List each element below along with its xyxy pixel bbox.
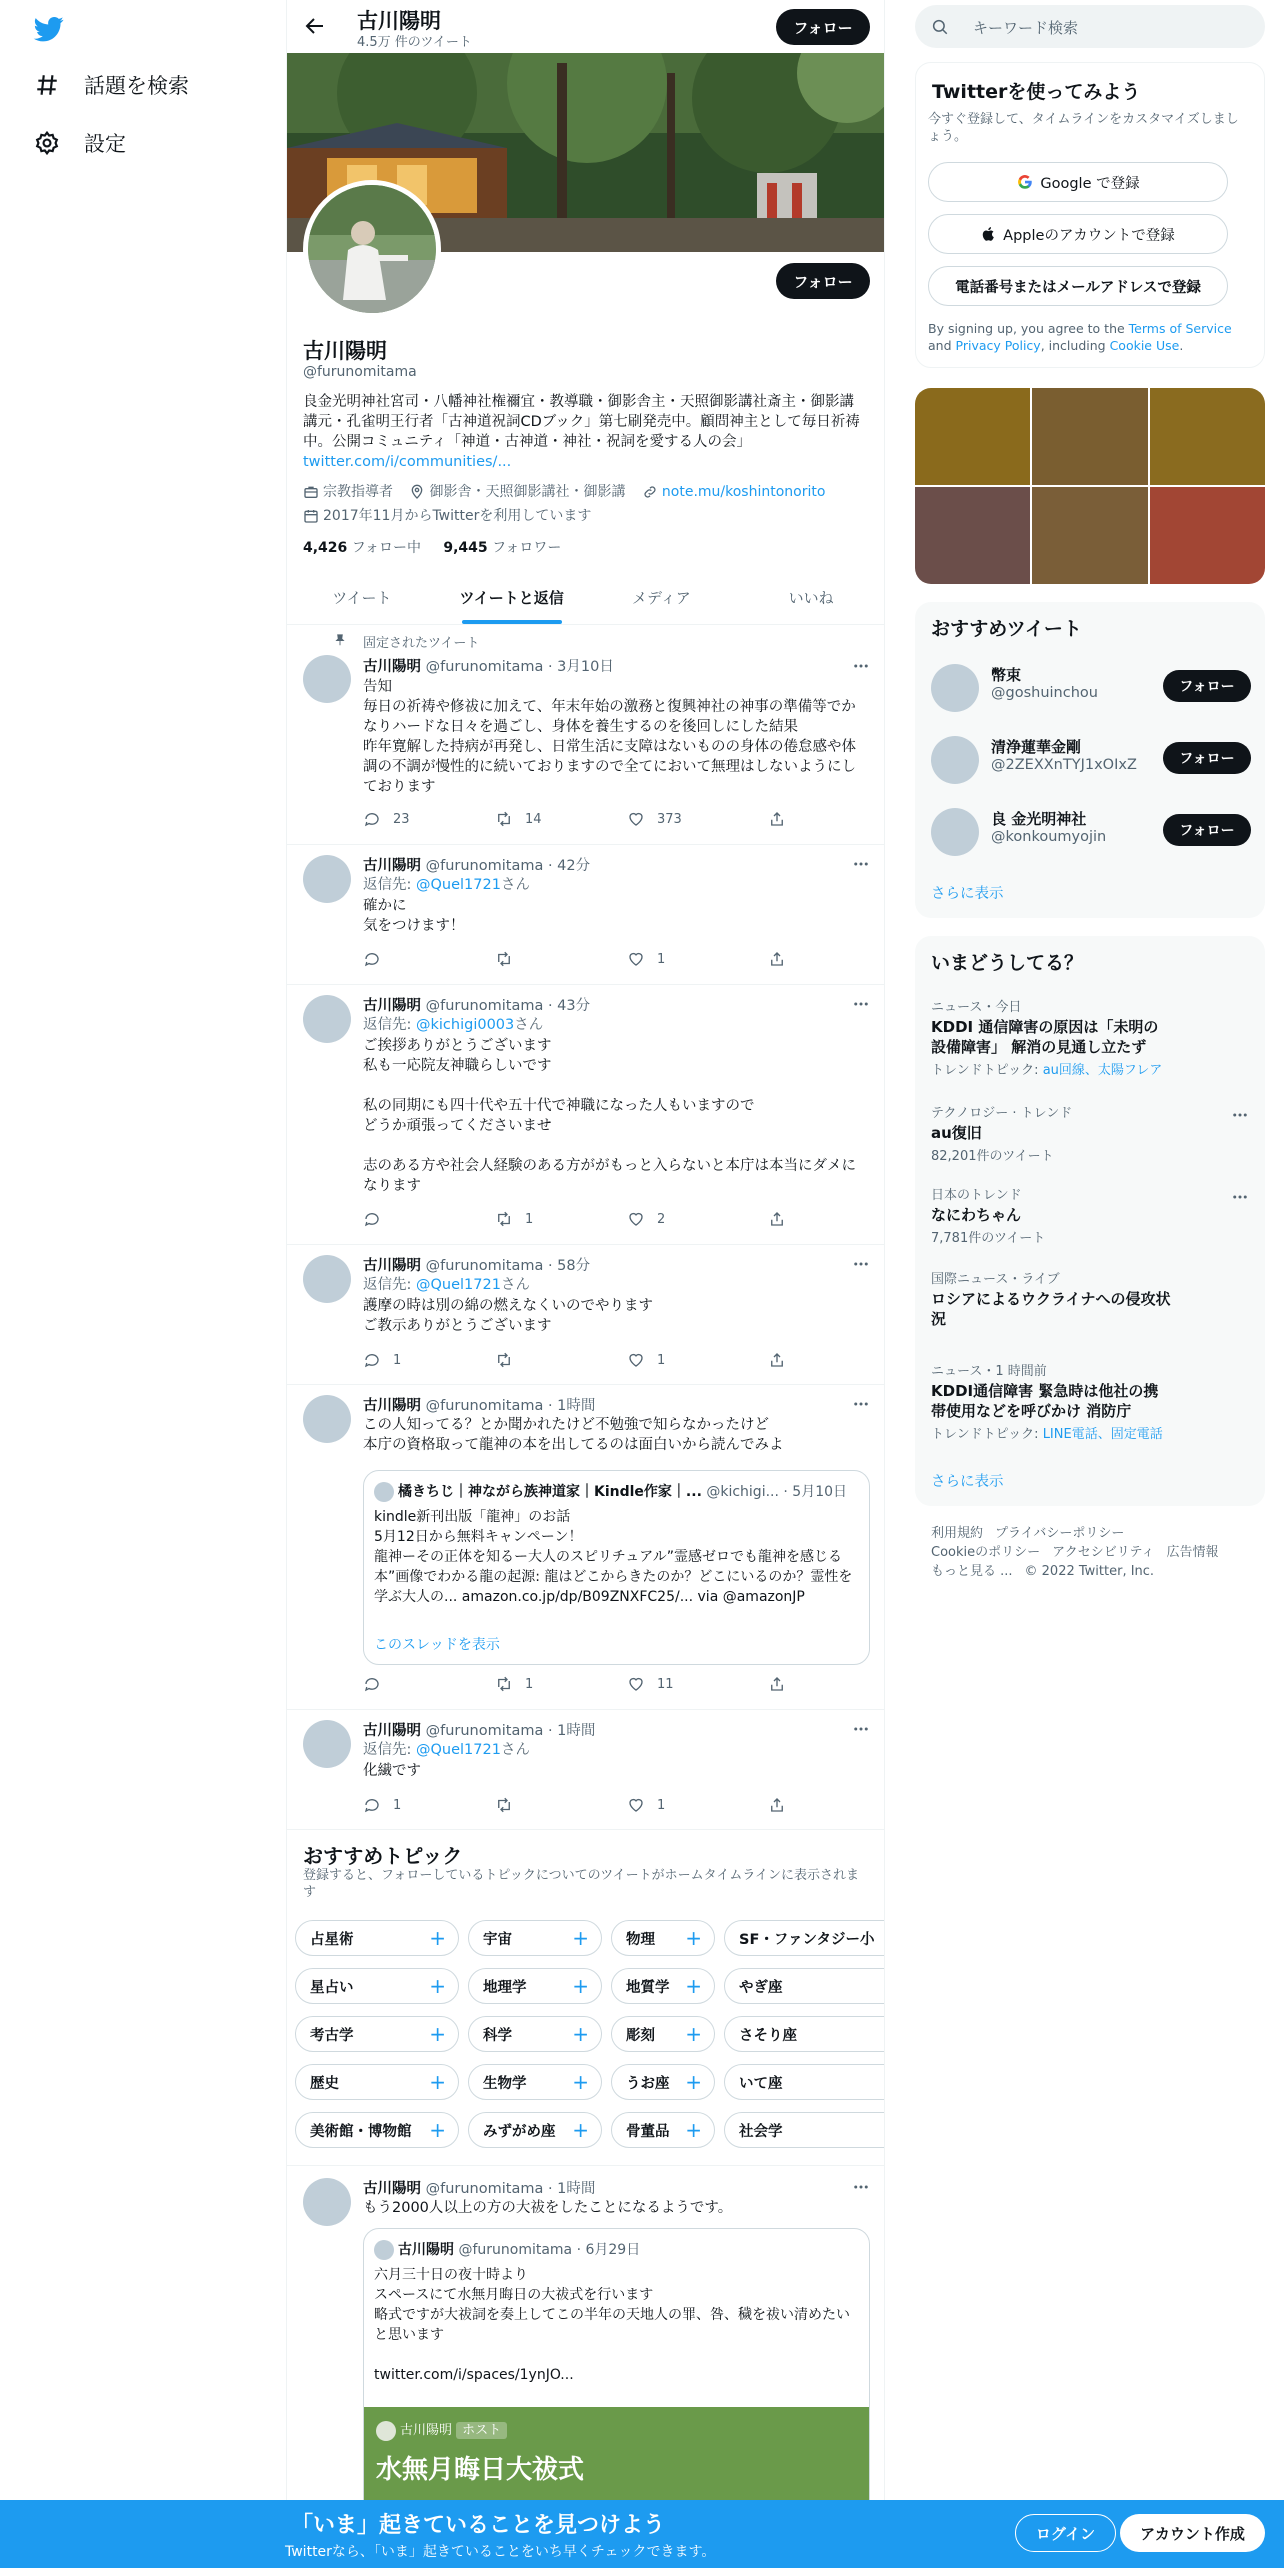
more-icon[interactable]: [1231, 1188, 1249, 1206]
recommended-user[interactable]: 清浄蓮華金剛 @2ZEXXnTYJ1xOIxZ フォロー: [931, 730, 1251, 786]
topic-chip[interactable]: 地理学 +: [468, 1968, 602, 2004]
google-signup-button[interactable]: Google で登録: [928, 162, 1228, 202]
topic-chip[interactable]: 星占い +: [295, 1968, 459, 2004]
plus-icon: +: [429, 1974, 446, 1998]
header-title: 古川陽明: [357, 9, 441, 33]
retweet-icon: [495, 1796, 513, 1814]
tweet-header: 古川陽明 @furunomitama · 58分: [363, 1258, 591, 1274]
tweet-actions: [363, 1351, 803, 1371]
retweet-icon: [495, 1675, 513, 1693]
more-icon[interactable]: [1231, 1106, 1249, 1124]
quote-text: kindle新刊出版「龍神」のお話 5月12日から無料キャンペーン！ 龍神ーその正体を知るー大人のスピリチュアル”霊感ゼロでも龍神を感じる本”画像でわかる龍の起源: 龍はどこからきたのか？どこにいるのか？霊性を学ぶ大人の... amazon.co.jp/dp/B09ZNXFC25/... via @amazonJP: [374, 1509, 853, 1605]
nav-explore[interactable]: [34, 70, 189, 100]
reply-button[interactable]: 1: [363, 1796, 401, 1814]
tweet-quote[interactable]: [287, 2166, 885, 2500]
tweet-actions: [363, 950, 803, 970]
header-tweet-count: 4.5万 件のツイート: [357, 35, 472, 50]
followers-link[interactable]: 9,445 フォロワー: [443, 540, 562, 556]
avatar[interactable]: [303, 655, 351, 703]
profile-location: 御影舎・天照御影講社・御影講: [409, 482, 625, 502]
plus-icon: +: [685, 1974, 702, 1998]
login-button[interactable]: ログイン: [1015, 2514, 1116, 2552]
plus-icon: +: [572, 1974, 589, 1998]
media-thumb[interactable]: [1150, 487, 1265, 584]
avatar[interactable]: [303, 1720, 351, 1768]
trend-item[interactable]: 国際ニュース・ライブ ロシアによるウクライナへの侵攻状況: [931, 1272, 1171, 1328]
topic-chip[interactable]: 占星術 +: [295, 1920, 459, 1956]
topic-chip[interactable]: うお座 +: [611, 2064, 715, 2100]
reply-icon: [363, 1796, 381, 1814]
topic-chip[interactable]: 歴史 +: [295, 2064, 459, 2100]
plus-icon: +: [429, 1926, 446, 1950]
tweet-header: 古川陽明 @furunomitama · 1時間: [363, 1398, 596, 1414]
retweet-icon: [495, 810, 513, 828]
avatar[interactable]: [303, 1255, 351, 1303]
media-grid: [915, 388, 1265, 584]
heart-icon: [627, 1351, 645, 1369]
topic-chip[interactable]: 彫刻 +: [611, 2016, 715, 2052]
avatar: [374, 1482, 394, 1502]
trend-item[interactable]: ニュース・1 時間前 KDDI通信障害 緊急時は他社の携帯使用などを呼びかけ 消防庁 トレンドトピック: LINE電話、固定電話: [931, 1364, 1163, 1442]
tweet-actions: [363, 1210, 803, 1230]
plus-icon: +: [572, 2118, 589, 2142]
share-icon: [768, 1796, 786, 1814]
avatar[interactable]: [931, 736, 979, 784]
profile-website[interactable]: note.mu/koshintonorito: [642, 482, 826, 502]
avatar: [374, 2240, 394, 2260]
retweet-button[interactable]: 14: [495, 810, 542, 828]
retweet-icon: [495, 950, 513, 968]
like-button[interactable]: 11: [627, 1675, 674, 1693]
apple-signup-button[interactable]: Appleのアカウントで登録: [928, 214, 1228, 254]
tab-tweets-and-replies[interactable]: ツイートと返信: [437, 572, 587, 624]
topic-chip[interactable]: 考古学 +: [295, 2016, 459, 2052]
retweet-icon: [495, 1210, 513, 1228]
nav-explore-label: 話題を検索: [84, 74, 189, 98]
link-icon: [642, 484, 658, 500]
profile-joined: 2017年11月からTwitterを利用しています: [303, 506, 591, 526]
more-icon[interactable]: [852, 995, 870, 1013]
reply-icon: [363, 810, 381, 828]
quote-header: 古川陽明 @furunomitama · 6月29日: [374, 2239, 640, 2260]
profile-follow-counts: [303, 537, 561, 557]
retweet-button[interactable]: 1: [495, 1210, 533, 1228]
google-icon: [1016, 173, 1034, 191]
footer-link[interactable]: Cookieのポリシー: [931, 1545, 1041, 1560]
trend-item[interactable]: ニュース・今日 KDDI 通信障害の原因は「未明の設備障害」 解消の見通し立たず トレンドトピック: au回線、太陽フレア: [931, 1000, 1163, 1078]
signup-title: Twitterを使ってみよう: [932, 81, 1141, 103]
tweet-actions: [363, 810, 803, 830]
avatar[interactable]: [303, 1395, 351, 1443]
space-host: 古川陽明 ホスト: [376, 2419, 507, 2441]
show-more-link[interactable]: さらに表示: [931, 1474, 1004, 1490]
like-button[interactable]: 2: [627, 1210, 665, 1228]
profile-avatar[interactable]: [303, 180, 441, 318]
tab-likes[interactable]: いいね: [788, 589, 834, 607]
left-nav: [0, 0, 286, 2500]
like-button[interactable]: 373: [627, 810, 682, 828]
share-button[interactable]: [768, 1351, 786, 1369]
tweet-text: 化繊です: [363, 1763, 421, 1779]
tweet-reply[interactable]: [287, 1710, 885, 1830]
topics-subtitle: 登録すると、フォローしているトピックについてのツイートがホームタイムラインに表示されます: [303, 1868, 860, 1900]
trends-title: いまどうしてる？: [931, 952, 1084, 974]
profile-name: 古川陽明: [303, 339, 387, 363]
share-icon: [768, 810, 786, 828]
header-follow-button[interactable]: フォロー: [776, 9, 870, 45]
profile-bio: [303, 392, 868, 472]
retweet-button[interactable]: 1: [495, 1675, 533, 1693]
reply-icon: [363, 1675, 381, 1693]
nav-settings-label: 設定: [84, 132, 126, 156]
apple-icon: [981, 225, 997, 243]
pin-icon: [333, 633, 347, 647]
media-thumb[interactable]: [915, 388, 1030, 485]
copyright: © 2022 Twitter, Inc.: [1024, 1564, 1155, 1579]
avatar-image: [308, 185, 436, 313]
quoted-tweet[interactable]: [363, 2228, 870, 2500]
profile-category: 宗教指導者: [303, 482, 393, 502]
reply-icon: [363, 950, 381, 968]
heart-icon: [627, 1796, 645, 1814]
topic-chip[interactable]: さそり座: [724, 2016, 885, 2052]
profile-follow-button[interactable]: フォロー: [776, 263, 870, 299]
topic-chip[interactable]: 科学 +: [468, 2016, 602, 2052]
right-sidebar: [915, 0, 1265, 2500]
nav-settings[interactable]: [34, 128, 126, 158]
reply-button[interactable]: [363, 1210, 393, 1228]
share-icon: [768, 1351, 786, 1369]
tweet-reply[interactable]: [287, 985, 885, 1245]
like-button[interactable]: 1: [627, 1796, 665, 1814]
pinned-label: 固定されたツイート: [363, 636, 480, 651]
gear-icon: [34, 130, 60, 156]
footer-link[interactable]: 利用規約: [931, 1526, 984, 1541]
plus-icon: +: [572, 2070, 589, 2094]
briefcase-icon: [303, 484, 319, 500]
topic-chip[interactable]: 生物学 +: [468, 2064, 602, 2100]
retweet-button[interactable]: [495, 1351, 525, 1369]
retweet-button[interactable]: [495, 1796, 525, 1814]
reply-to-line: 返信先: @Quel1721さん: [363, 1277, 530, 1293]
plus-icon: +: [429, 2118, 446, 2142]
follow-button[interactable]: フォロー: [1163, 742, 1251, 774]
signup-terms: By signing up, you agree to the Terms of Service and Privacy Policy, including Cookie Use.: [928, 321, 1232, 353]
more-icon[interactable]: [852, 2178, 870, 2196]
tweet-text: もう2000人以上の方の大祓をしたことになるようです。: [363, 2200, 733, 2216]
plus-icon: +: [572, 1926, 589, 1950]
tweet-pinned[interactable]: [287, 625, 885, 845]
share-button[interactable]: [768, 810, 786, 828]
like-button[interactable]: 1: [627, 1351, 665, 1369]
search-placeholder: キーワード検索: [973, 19, 1079, 37]
tweet-actions: [363, 1796, 803, 1816]
profile-tabs: [287, 572, 885, 625]
trend-item[interactable]: 日本のトレンド なにわちゃん 7,781件のツイート: [931, 1188, 1046, 1246]
signup-bottom-bar: [0, 2500, 1284, 2568]
follow-button[interactable]: フォロー: [1163, 814, 1251, 846]
trend-item[interactable]: テクノロジー · トレンド au復旧 82,201件のツイート: [931, 1106, 1073, 1164]
topic-chip[interactable]: SF・ファンタジー小: [724, 1920, 885, 1956]
plus-icon: +: [685, 2070, 702, 2094]
share-icon: [768, 1210, 786, 1228]
avatar: [376, 2421, 396, 2441]
reply-button[interactable]: [363, 1675, 393, 1693]
quoted-tweet[interactable]: [363, 1470, 870, 1665]
reply-button[interactable]: 1: [363, 1351, 401, 1369]
host-badge: ホスト: [456, 2422, 507, 2439]
tweet-actions: [363, 1675, 803, 1695]
plus-icon: +: [429, 2022, 446, 2046]
media-thumb[interactable]: [1032, 388, 1147, 485]
space-title: 水無月晦日大祓式: [376, 2455, 585, 2485]
tweet-text: この人知ってる？とか聞かれたけど不勉強で知らなかったけど 本庁の資格取って龍神の本を出してるのは面白いから読んでみよ: [363, 1417, 784, 1453]
profile-header-bar: [287, 0, 885, 53]
tab-media[interactable]: メディア: [631, 589, 691, 607]
share-button[interactable]: [768, 950, 786, 968]
heart-icon: [627, 810, 645, 828]
footer-link[interactable]: もっと見る ...: [931, 1564, 1013, 1579]
quote-text: 六月三十日の夜十時より スペースにて水無月晦日の大祓式を行います 略式ですが大祓詞を奏上してこの半年の天地人の罪、咎、穢を祓い清めたいと思います twitter.com/i/spaces/1ynJO...: [374, 2267, 850, 2383]
tweet-reply[interactable]: [287, 845, 885, 985]
profile-bio-link[interactable]: twitter.com/i/communities/...: [303, 454, 512, 470]
recommended-panel: [915, 602, 1265, 918]
heart-icon: [627, 1675, 645, 1693]
twitter-bird-icon[interactable]: [32, 14, 66, 44]
tweet-text: 護摩の時は別の綿の燃えなくいのでやります ご教示ありがとうございます: [363, 1298, 653, 1334]
follow-button[interactable]: フォロー: [1163, 670, 1251, 702]
tab-tweets[interactable]: ツイート: [332, 589, 392, 607]
recommended-user[interactable]: 幣束 @goshuinchou フォロー: [931, 658, 1251, 714]
reply-to-line: 返信先: @kichigi0003さん: [363, 1017, 544, 1033]
phone-email-signup-button[interactable]: 電話番号またはメールアドレスで登録: [928, 266, 1228, 306]
topic-chip[interactable]: 物理 +: [611, 1920, 715, 1956]
topic-chip[interactable]: 宇宙 +: [468, 1920, 602, 1956]
tweet-header: 古川陽明 @furunomitama · 1時間: [363, 2181, 596, 2197]
trends-panel: [915, 936, 1265, 1506]
back-arrow-icon[interactable]: [303, 14, 327, 38]
profile-meta: [303, 482, 868, 530]
tweet-text: 確かに 気をつけます！: [363, 898, 465, 934]
plus-icon: +: [429, 2070, 446, 2094]
recommended-title: おすすめツイート: [931, 618, 1082, 640]
plus-icon: +: [572, 2022, 589, 2046]
topic-chip[interactable]: みずがめ座 +: [468, 2112, 602, 2148]
location-pin-icon: [409, 484, 425, 500]
tweet-reply[interactable]: [287, 1245, 885, 1385]
footer-link[interactable]: アクセシビリティ: [1052, 1545, 1155, 1560]
space-card[interactable]: [364, 2407, 870, 2500]
media-thumb[interactable]: [1150, 388, 1265, 485]
plus-icon: +: [685, 2118, 702, 2142]
topic-chip[interactable]: 美術館・博物館 +: [295, 2112, 459, 2148]
plus-icon: +: [685, 1926, 702, 1950]
more-icon[interactable]: [852, 1255, 870, 1273]
show-more-link[interactable]: さらに表示: [931, 886, 1004, 902]
topic-chip[interactable]: 社会学: [724, 2112, 885, 2148]
tweet-quote[interactable]: [287, 1385, 885, 1710]
topic-chip[interactable]: 地質学 +: [611, 1968, 715, 2004]
signup-button[interactable]: アカウント作成: [1120, 2514, 1265, 2552]
hashtag-icon: [34, 72, 60, 98]
media-thumb[interactable]: [915, 487, 1030, 584]
topic-chip[interactable]: やぎ座: [724, 1968, 885, 2004]
footer-links: [931, 1524, 1251, 1581]
share-button[interactable]: [768, 1210, 786, 1228]
more-icon[interactable]: [852, 657, 870, 675]
footer-link[interactable]: プライバシーポリシー: [995, 1526, 1125, 1541]
signup-panel: [915, 62, 1265, 368]
reply-button[interactable]: 23: [363, 810, 410, 828]
footer-link[interactable]: 広告情報: [1166, 1545, 1219, 1560]
retweet-button[interactable]: [495, 950, 525, 968]
signup-subtitle: 今すぐ登録して、タイムラインをカスタマイズしましょう。: [928, 112, 1239, 144]
heart-icon: [627, 1210, 645, 1228]
like-button[interactable]: 1: [627, 950, 665, 968]
reply-icon: [363, 1351, 381, 1369]
reply-to-line: 返信先: @Quel1721さん: [363, 877, 530, 893]
avatar[interactable]: [303, 2178, 351, 2226]
tweet-header: 古川陽明 @furunomitama · 3月10日: [363, 659, 614, 675]
heart-icon: [627, 950, 645, 968]
recommended-user[interactable]: 良 金光明神社 @konkoumyojin フォロー: [931, 802, 1251, 858]
plus-icon: +: [685, 2022, 702, 2046]
share-icon: [768, 1675, 786, 1693]
tweet-header: 古川陽明 @furunomitama · 1時間: [363, 1723, 596, 1739]
share-button[interactable]: [768, 1796, 786, 1814]
tweet-header: 古川陽明 @furunomitama · 43分: [363, 998, 591, 1014]
tweet-text: ご挨拶ありがとうございます 私も一応院友神職らしいです 私の同期にも四十代や五十代で神職になった人もいますので どうか頑張ってくださいませ 志のある方や社会人経験のある方ががもっと入らないと本庁は本当にダメになります: [363, 1038, 856, 1194]
following-link[interactable]: 4,426 フォロー中: [303, 540, 422, 556]
share-button[interactable]: [768, 1675, 786, 1693]
retweet-icon: [495, 1351, 513, 1369]
profile-bio-text: 良金光明神社宮司・八幡神社権禰宜・教導職・御影舎主・天照御影講社斎主・御影講講元・孔雀明王行者「古神道祝詞CDブック」第七刷発売中。顧問神主として毎日祈祷中。公開コミュニティ「神道・古神道・神社・祝詞を愛する人の会」: [303, 394, 860, 450]
bottom-bar-title: 「いま」起きていることを見つけよう: [291, 2513, 666, 2538]
topics-title: おすすめトピック: [303, 1844, 463, 1868]
more-icon[interactable]: [852, 855, 870, 873]
tweet-text: 告知 毎日の祈祷や修祓に加えて、年末年始の激務と復興神社の神事の準備等でかなりハードな日々を過ごし、身体を養生するのを後回しにした結果 昨年寛解した持病が再発し、日常生活に支障はないものの身体の倦怠感や体調の不調が慢性的に続いておりますので全てにおいて無理はしないようにしております: [363, 679, 856, 795]
avatar[interactable]: [931, 808, 979, 856]
profile-handle: @furunomitama: [303, 364, 417, 380]
reply-to-line: 返信先: @Quel1721さん: [363, 1742, 530, 1758]
quote-header: 橘きちじ｜神ながら族神道家｜Kindle作家｜... @kichigi... · 5月10日: [374, 1481, 847, 1502]
calendar-icon: [303, 508, 319, 524]
reply-button[interactable]: [363, 950, 393, 968]
more-icon[interactable]: [852, 1720, 870, 1738]
avatar[interactable]: [303, 855, 351, 903]
topic-chip[interactable]: 骨董品 +: [611, 2112, 715, 2148]
avatar[interactable]: [303, 995, 351, 1043]
media-thumb[interactable]: [1032, 487, 1147, 584]
search-input[interactable]: [915, 5, 1265, 48]
topic-chip[interactable]: いて座: [724, 2064, 885, 2100]
bottom-bar-subtitle: Twitterなら、「いま」起きていることをいち早くチェックできます。: [285, 2544, 716, 2560]
show-thread-link[interactable]: このスレッドを表示: [374, 1637, 500, 1653]
more-icon[interactable]: [852, 1395, 870, 1413]
tweet-header: 古川陽明 @furunomitama · 42分: [363, 858, 591, 874]
share-icon: [768, 950, 786, 968]
reply-icon: [363, 1210, 381, 1228]
main-column: [286, 0, 885, 2500]
search-icon: [931, 18, 949, 36]
avatar[interactable]: [931, 664, 979, 712]
